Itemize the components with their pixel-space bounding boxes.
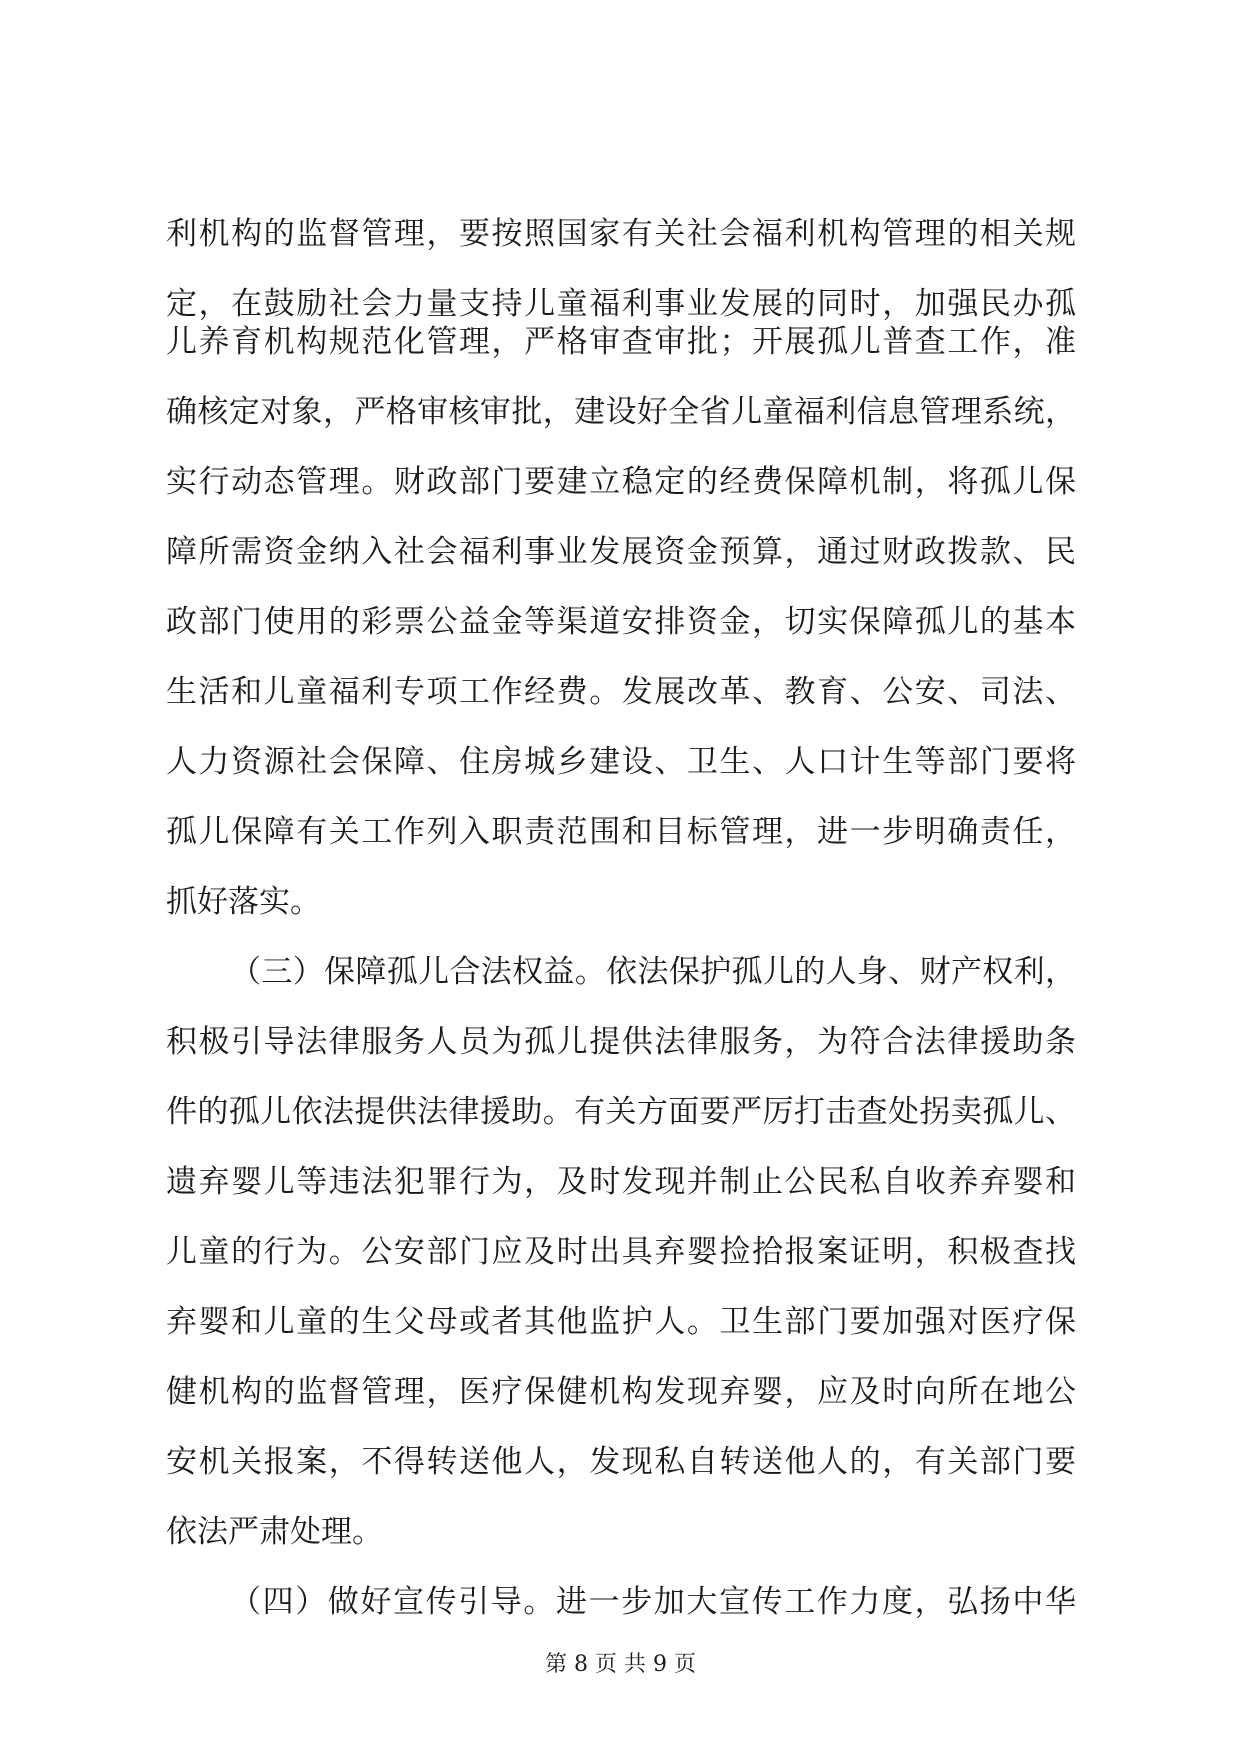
text-line: （三）保障孤儿合法权益。依法保护孤儿的人身、财产权利， xyxy=(230,954,1076,990)
text-line: 遗弃婴儿等违法犯罪行为，及时发现并制止公民私自收养弃婴和 xyxy=(166,1164,1076,1200)
text-line: 孤儿保障有关工作列入职责范围和目标管理，进一步明确责任， xyxy=(166,814,1076,850)
page-number-footer: 第 8 页 共 9 页 xyxy=(545,1652,696,1677)
text-line: 政部门使用的彩票公益金等渠道安排资金，切实保障孤儿的基本 xyxy=(166,604,1076,640)
text-line: 件的孤儿依法提供法律援助。有关方面要严厉打击查处拐卖孤儿、 xyxy=(166,1094,1076,1130)
text-line: 障所需资金纳入社会福利事业发展资金预算，通过财政拨款、民 xyxy=(166,534,1076,570)
text-line: 人力资源社会保障、住房城乡建设、卫生、人口计生等部门要将 xyxy=(166,744,1076,780)
text-line: 安机关报案，不得转送他人，发现私自转送他人的，有关部门要 xyxy=(166,1444,1076,1480)
text-line: 确核定对象，严格审核审批，建设好全省儿童福利信息管理系统， xyxy=(166,394,1076,430)
text-line: 儿童的行为。公安部门应及时出具弃婴捡拾报案证明，积极查找 xyxy=(166,1234,1076,1270)
text-line: 利机构的监督管理，要按照国家有关社会福利机构管理的相关规 xyxy=(166,216,1076,252)
text-line: 健机构的监督管理，医疗保健机构发现弃婴，应及时向所在地公 xyxy=(166,1374,1076,1410)
text-line: 实行动态管理。财政部门要建立稳定的经费保障机制，将孤儿保 xyxy=(166,464,1076,500)
text-line: 定，在鼓励社会力量支持儿童福利事业发展的同时，加强民办孤 xyxy=(166,286,1076,322)
text-line: 生活和儿童福利专项工作经费。发展改革、教育、公安、司法、 xyxy=(166,674,1076,710)
text-line: 依法严肃处理。 xyxy=(166,1514,383,1550)
text-line: 儿养育机构规范化管理，严格审查审批；开展孤儿普查工作，准 xyxy=(166,324,1076,360)
text-line: 抓好落实。 xyxy=(166,884,321,920)
text-line: 弃婴和儿童的生父母或者其他监护人。卫生部门要加强对医疗保 xyxy=(166,1304,1076,1340)
text-line: （四）做好宣传引导。进一步加大宣传工作力度，弘扬中华 xyxy=(230,1584,1076,1620)
text-line: 积极引导法律服务人员为孤儿提供法律服务，为符合法律援助条 xyxy=(166,1024,1076,1060)
